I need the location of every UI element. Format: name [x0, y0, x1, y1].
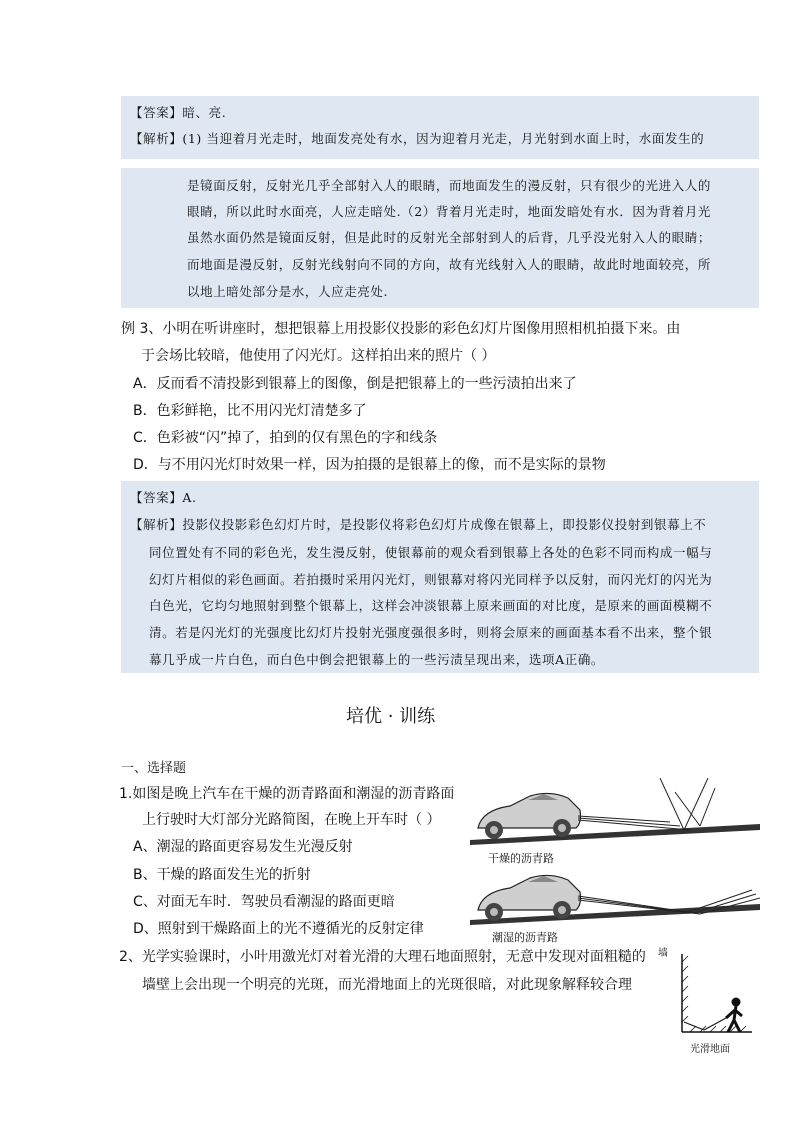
example-3-option-d: D．与不用闪光灯时效果一样，因为拍摄的是银幕上的像，而不是实际的景物 — [133, 457, 606, 473]
q1-option-b: B、干燥的路面发生光的折射 — [133, 867, 311, 883]
answer-line: 【答案】A. — [130, 490, 197, 505]
analysis-line: 幕几乎成一片白色，而白色中倒会把银幕上的一些污渍呈现出来，选项A正确。 — [149, 652, 605, 667]
analysis-line: 同位置处有不同的彩色光，发生漫反射，使银幕前的观众看到银幕上各处的色彩不同而构成一幅与 — [149, 545, 713, 560]
dry-road-figure — [470, 778, 760, 848]
analysis-line: 幻灯片相似的彩色画面。若拍摄时采用闪光灯，则银幕对将闪光同样予以反射，而闪光灯的闪光为 — [149, 572, 713, 587]
wet-road-figure — [470, 872, 760, 927]
example-3-stem: 例 3、小明在听讲座时，想把银幕上用投影仪投影的彩色幻灯片图像用照相机拍摄下来。由 — [121, 321, 681, 337]
analysis-line: 以地上暗处部分是水，人应走亮处. — [187, 284, 389, 299]
section-label: 一、选择题 — [121, 761, 187, 776]
answer-line: 【答案】暗、亮. — [130, 105, 227, 120]
dry-road-caption: 干燥的沥青路 — [488, 852, 554, 865]
q1-option-a: A、潮湿的路面更容易发生光漫反射 — [133, 839, 353, 855]
example-3-option-b: B．色彩鲜艳，比不用闪光灯清楚多了 — [133, 403, 367, 419]
q2-stem: 2、光学实验课时，小叶用激光灯对着光滑的大理石地面照射，无意中发现对面粗糙的 — [119, 949, 646, 965]
wall-label: 墙 — [658, 948, 668, 959]
analysis-line: 【解析】(1) 当迎着月光走时，地面发亮处有水，因为迎着月光走，月光射到水面上时，水面发生的 — [130, 131, 705, 146]
analysis-line: 眼睛，所以此时水面亮，人应走暗处.（2）背着月光走时，地面发暗处有水．因为背着月光 — [187, 204, 712, 219]
q1-stem: 1.如图是晚上汽车在干燥的沥青路面和潮湿的沥青路面 — [119, 786, 455, 802]
wet-road-caption: 潮湿的沥青路 — [492, 931, 558, 944]
section-title: 培优 · 训练 — [346, 706, 436, 727]
example-3-stem: 于会场比较暗，他使用了闪光灯。这样拍出来的照片（ ） — [141, 348, 496, 364]
analysis-line: 虽然水面仍然是镜面反射，但是此时的反射光全部射到人的后背，几乎没光射入人的眼睛； — [187, 230, 712, 245]
q1-stem: 上行驶时大灯部分光路简图，在晚上开车时（ ） — [142, 812, 441, 828]
analysis-line: 是镜面反射，反射光几乎全部射入人的眼睛，而地面发生的漫反射，只有很少的光进入人的 — [187, 178, 712, 193]
example-3-option-c: C．色彩被“闪”掉了，拍到的仅有黑色的字和线条 — [133, 430, 438, 446]
q1-option-d: D、照射到干燥路面上的光不遵循光的反射定律 — [133, 921, 424, 937]
analysis-line: 【解析】投影仪投影彩色幻灯片时，是投影仪将彩色幻灯片成像在银幕上，即投影仪投射到银幕上不 — [130, 517, 707, 532]
analysis-line: 白色光，它均匀地照射到整个银幕上，这样会冲淡银幕上原来画面的对比度，是原来的画面模糊不 — [149, 598, 713, 613]
example-3-option-a: A．反而看不清投影到银幕上的图像，倒是把银幕上的一些污渍拍出来了 — [133, 376, 577, 392]
q1-option-c: C、对面无车时．驾驶员看潮湿的路面更暗 — [133, 894, 395, 910]
q2-stem: 墙壁上会出现一个明亮的光斑，而光滑地面上的光斑很暗，对此现象解释较合理 — [142, 977, 632, 993]
analysis-line: 清。若是闪光灯的光强度比幻灯片投射光强度强很多时，则将会原来的画面基本看不出来，整个银 — [149, 625, 713, 640]
laser-wall-figure — [664, 948, 754, 1038]
floor-label: 光滑地面 — [690, 1044, 730, 1055]
analysis-line: 而地面是漫反射，反射光线射向不同的方向，故有光线射入人的眼睛，故此时地面较亮，所 — [187, 257, 712, 272]
